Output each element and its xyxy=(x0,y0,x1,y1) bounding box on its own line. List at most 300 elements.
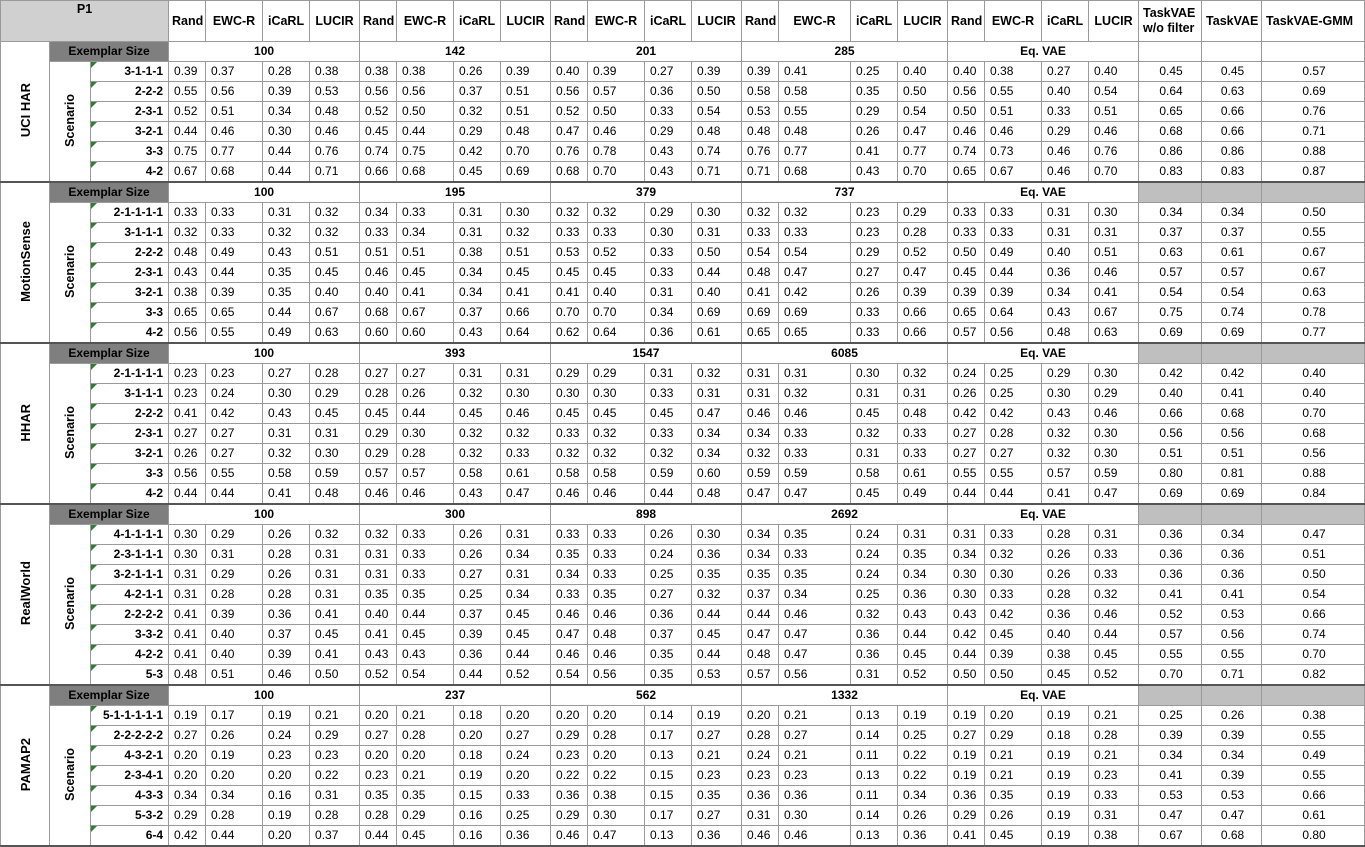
table-cell: 0.33 xyxy=(551,424,588,444)
scenario-id: 4-2 xyxy=(91,323,169,344)
table-cell: 0.33 xyxy=(851,323,898,344)
table-cell: 0.39 xyxy=(263,82,310,102)
table-cell: 0.41 xyxy=(1139,766,1202,786)
table-cell: 0.45 xyxy=(1139,62,1202,82)
table-cell: 0.52 xyxy=(551,102,588,122)
table-cell: 0.65 xyxy=(779,323,851,344)
table-cell: 0.24 xyxy=(742,746,779,766)
table-cell: 0.31 xyxy=(645,364,692,384)
table-cell: 0.44 xyxy=(397,605,454,625)
table-cell: 0.70 xyxy=(898,162,948,183)
table-cell: 0.26 xyxy=(454,545,501,565)
table-cell: 0.45 xyxy=(898,645,948,665)
table-cell: 0.71 xyxy=(692,162,742,183)
table-cell: 0.29 xyxy=(851,102,898,122)
vae-blank-cell xyxy=(1202,42,1262,62)
vae-method-header: TaskVAE xyxy=(1202,1,1262,42)
table-cell: 0.51 xyxy=(501,243,551,263)
table-cell: 0.19 xyxy=(263,806,310,826)
table-row xyxy=(1,464,1365,484)
table-cell: 0.77 xyxy=(1262,323,1365,344)
table-cell: 0.47 xyxy=(501,484,551,505)
table-cell: 0.36 xyxy=(948,786,985,806)
table-cell: 0.42 xyxy=(948,404,985,424)
scenario-id: 3-1-1-1 xyxy=(91,62,169,82)
table-cell: 0.32 xyxy=(851,605,898,625)
table-cell: 0.69 xyxy=(1202,484,1262,505)
table-cell: 0.88 xyxy=(1262,142,1365,162)
table-cell: 0.33 xyxy=(588,565,645,585)
table-cell: 0.81 xyxy=(1202,464,1262,484)
table-cell: 0.33 xyxy=(169,203,206,223)
table-cell: 0.41 xyxy=(310,605,360,625)
table-cell: 0.55 xyxy=(779,102,851,122)
table-cell: 0.56 xyxy=(551,82,588,102)
table-cell: 0.39 xyxy=(1202,726,1262,746)
table-cell: 0.57 xyxy=(397,464,454,484)
table-cell: 0.71 xyxy=(1262,122,1365,142)
table-cell: 0.22 xyxy=(898,746,948,766)
table-cell: 0.45 xyxy=(588,404,645,424)
table-cell: 0.36 xyxy=(1042,263,1089,283)
table-cell: 0.67 xyxy=(1089,303,1139,323)
table-cell: 0.33 xyxy=(985,223,1042,243)
table-cell: 0.32 xyxy=(263,444,310,464)
table-cell: 0.34 xyxy=(692,424,742,444)
table-row xyxy=(1,283,1365,303)
table-cell: 0.20 xyxy=(588,746,645,766)
table-cell: 0.27 xyxy=(1042,62,1089,82)
table-cell: 0.23 xyxy=(169,384,206,404)
table-cell: 0.77 xyxy=(779,142,851,162)
table-cell: 0.50 xyxy=(692,82,742,102)
table-cell: 0.36 xyxy=(645,82,692,102)
table-cell: 0.36 xyxy=(645,605,692,625)
table-cell: 0.28 xyxy=(1089,726,1139,746)
table-cell: 0.48 xyxy=(588,625,645,645)
table-cell: 0.40 xyxy=(551,62,588,82)
scenario-id: 2-3-4-1 xyxy=(91,766,169,786)
table-cell: 0.74 xyxy=(948,142,985,162)
table-cell: 0.26 xyxy=(851,283,898,303)
table-cell: 0.34 xyxy=(742,545,779,565)
table-cell: 0.25 xyxy=(851,62,898,82)
table-cell: 0.55 xyxy=(206,464,263,484)
table-cell: 0.27 xyxy=(692,806,742,826)
table-cell: 0.23 xyxy=(851,223,898,243)
table-cell: 0.65 xyxy=(742,323,779,344)
table-cell: 0.31 xyxy=(1089,525,1139,545)
table-cell: 0.20 xyxy=(206,766,263,786)
table-cell: 0.45 xyxy=(1202,62,1262,82)
table-cell: 0.44 xyxy=(1089,625,1139,645)
table-cell: 0.15 xyxy=(645,786,692,806)
vae-blank-cell xyxy=(1202,182,1262,203)
table-cell: 0.13 xyxy=(851,826,898,847)
table-cell: 0.11 xyxy=(851,786,898,806)
table-cell: 0.39 xyxy=(588,62,645,82)
table-cell: 0.64 xyxy=(985,303,1042,323)
table-cell: 0.58 xyxy=(454,464,501,484)
table-cell: 0.23 xyxy=(169,364,206,384)
table-cell: 0.34 xyxy=(169,786,206,806)
table-cell: 0.29 xyxy=(1042,122,1089,142)
exemplar-size-value: 142 xyxy=(360,42,551,62)
table-cell: 0.44 xyxy=(206,263,263,283)
table-cell: 0.40 xyxy=(1139,384,1202,404)
table-cell: 0.23 xyxy=(779,766,851,786)
table-cell: 0.64 xyxy=(501,323,551,344)
table-cell: 0.43 xyxy=(454,323,501,344)
table-cell: 0.46 xyxy=(206,122,263,142)
table-cell: 0.20 xyxy=(501,766,551,786)
scenario-label xyxy=(50,706,91,847)
table-cell: 0.60 xyxy=(397,323,454,344)
table-cell: 0.68 xyxy=(360,303,397,323)
table-cell: 0.36 xyxy=(1139,565,1202,585)
table-cell: 0.66 xyxy=(898,323,948,344)
table-row xyxy=(1,303,1365,323)
table-cell: 0.30 xyxy=(948,565,985,585)
table-cell: 0.45 xyxy=(454,162,501,183)
table-cell: 0.40 xyxy=(360,283,397,303)
method-header: LUCIR xyxy=(310,1,360,42)
table-cell: 0.45 xyxy=(310,263,360,283)
table-cell: 0.41 xyxy=(851,142,898,162)
table-cell: 0.46 xyxy=(1089,605,1139,625)
table-cell: 0.30 xyxy=(501,203,551,223)
dataset-name: HHAR xyxy=(17,403,33,442)
table-cell: 0.32 xyxy=(692,585,742,605)
table-cell: 0.47 xyxy=(779,625,851,645)
table-cell: 0.31 xyxy=(169,585,206,605)
table-cell: 0.33 xyxy=(588,525,645,545)
table-cell: 0.48 xyxy=(501,122,551,142)
table-cell: 0.47 xyxy=(1262,525,1365,545)
table-cell: 0.31 xyxy=(454,223,501,243)
table-row xyxy=(1,162,1365,183)
table-cell: 0.56 xyxy=(206,82,263,102)
table-cell: 0.66 xyxy=(1262,605,1365,625)
table-cell: 0.20 xyxy=(169,766,206,786)
table-cell: 0.43 xyxy=(263,243,310,263)
table-cell: 0.48 xyxy=(310,484,360,505)
table-cell: 0.52 xyxy=(501,665,551,686)
table-cell: 0.70 xyxy=(588,162,645,183)
table-cell: 0.19 xyxy=(206,746,263,766)
table-cell: 0.45 xyxy=(948,263,985,283)
exemplar-size-value: 2692 xyxy=(742,504,948,525)
table-cell: 0.43 xyxy=(169,263,206,283)
table-cell: 0.48 xyxy=(692,122,742,142)
table-cell: 0.47 xyxy=(692,404,742,424)
table-cell: 0.56 xyxy=(360,82,397,102)
table-cell: 0.69 xyxy=(1202,323,1262,344)
table-cell: 0.20 xyxy=(551,706,588,726)
table-cell: 0.37 xyxy=(310,826,360,847)
table-cell: 0.28 xyxy=(397,726,454,746)
table-cell: 0.43 xyxy=(397,645,454,665)
table-cell: 0.30 xyxy=(948,585,985,605)
table-cell: 0.33 xyxy=(898,444,948,464)
table-cell: 0.44 xyxy=(397,122,454,142)
table-cell: 0.23 xyxy=(1089,766,1139,786)
table-cell: 0.51 xyxy=(501,82,551,102)
table-cell: 0.45 xyxy=(397,625,454,645)
table-cell: 0.39 xyxy=(263,645,310,665)
table-cell: 0.44 xyxy=(360,826,397,847)
dataset-label xyxy=(1,504,50,685)
table-cell: 0.31 xyxy=(742,384,779,404)
vae-blank-cell xyxy=(1262,504,1365,525)
table-cell: 0.33 xyxy=(645,243,692,263)
method-header: EWC-R xyxy=(588,1,645,42)
exemplar-row xyxy=(1,685,1365,706)
exemplar-size-value: 195 xyxy=(360,182,551,203)
table-cell: 0.83 xyxy=(1202,162,1262,183)
table-cell: 0.16 xyxy=(454,826,501,847)
table-cell: 0.33 xyxy=(206,203,263,223)
table-cell: 0.27 xyxy=(454,565,501,585)
table-cell: 0.26 xyxy=(263,525,310,545)
table-row xyxy=(1,726,1365,746)
exemplar-size-value: 6085 xyxy=(742,343,948,364)
table-cell: 0.29 xyxy=(588,364,645,384)
table-cell: 0.31 xyxy=(851,665,898,686)
table-cell: 0.20 xyxy=(169,746,206,766)
scenario-id: 2-1-1-1-1 xyxy=(91,364,169,384)
exemplar-size-label: Exemplar Size xyxy=(50,504,169,525)
table-cell: 0.23 xyxy=(551,746,588,766)
table-cell: 0.34 xyxy=(454,283,501,303)
table-cell: 0.27 xyxy=(948,424,985,444)
table-cell: 0.50 xyxy=(948,665,985,686)
table-row xyxy=(1,82,1365,102)
table-cell: 0.29 xyxy=(551,806,588,826)
table-cell: 0.28 xyxy=(397,444,454,464)
table-cell: 0.31 xyxy=(310,585,360,605)
table-cell: 0.39 xyxy=(206,283,263,303)
table-cell: 0.37 xyxy=(742,585,779,605)
table-cell: 0.29 xyxy=(310,726,360,746)
table-cell: 0.70 xyxy=(1262,404,1365,424)
exemplar-row xyxy=(1,182,1365,203)
table-cell: 0.24 xyxy=(851,525,898,545)
scenario-id: 4-2-1-1 xyxy=(91,585,169,605)
table-cell: 0.45 xyxy=(985,625,1042,645)
scenario-label xyxy=(50,62,91,183)
table-cell: 0.34 xyxy=(397,223,454,243)
table-cell: 0.30 xyxy=(1089,203,1139,223)
vae-method-header: TaskVAE-GMM xyxy=(1262,1,1365,42)
table-cell: 0.14 xyxy=(645,706,692,726)
table-cell: 0.56 xyxy=(1202,424,1262,444)
table-cell: 0.23 xyxy=(360,766,397,786)
exemplar-size-value: Eq. VAE xyxy=(948,504,1139,525)
table-cell: 0.46 xyxy=(742,404,779,424)
table-cell: 0.53 xyxy=(692,665,742,686)
table-cell: 0.40 xyxy=(1262,364,1365,384)
vae-blank-cell xyxy=(1202,343,1262,364)
exemplar-size-value: 100 xyxy=(169,182,360,203)
table-cell: 0.32 xyxy=(779,384,851,404)
table-cell: 0.58 xyxy=(263,464,310,484)
table-cell: 0.41 xyxy=(360,625,397,645)
method-header: LUCIR xyxy=(501,1,551,42)
table-cell: 0.44 xyxy=(948,484,985,505)
exemplar-size-value: 1332 xyxy=(742,685,948,706)
table-cell: 0.26 xyxy=(206,726,263,746)
table-cell: 0.70 xyxy=(551,303,588,323)
vae-blank-cell xyxy=(1139,504,1202,525)
table-cell: 0.33 xyxy=(645,424,692,444)
table-cell: 0.75 xyxy=(397,142,454,162)
table-cell: 0.57 xyxy=(360,464,397,484)
table-cell: 0.56 xyxy=(1262,444,1365,464)
table-cell: 0.45 xyxy=(692,625,742,645)
table-cell: 0.37 xyxy=(1139,223,1202,243)
table-cell: 0.20 xyxy=(263,766,310,786)
table-cell: 0.21 xyxy=(692,746,742,766)
table-cell: 0.44 xyxy=(169,484,206,505)
scenario-id: 3-2-1 xyxy=(91,122,169,142)
table-cell: 0.47 xyxy=(1139,806,1202,826)
table-cell: 0.30 xyxy=(263,122,310,142)
table-cell: 0.54 xyxy=(1262,585,1365,605)
table-cell: 0.45 xyxy=(588,263,645,283)
table-cell: 0.29 xyxy=(360,444,397,464)
table-cell: 0.36 xyxy=(454,645,501,665)
table-cell: 0.66 xyxy=(1202,122,1262,142)
table-cell: 0.61 xyxy=(898,464,948,484)
table-cell: 0.20 xyxy=(588,706,645,726)
exemplar-size-label: Exemplar Size xyxy=(50,685,169,706)
table-cell: 0.70 xyxy=(1262,645,1365,665)
table-cell: 0.24 xyxy=(948,364,985,384)
table-cell: 0.42 xyxy=(169,826,206,847)
table-cell: 0.46 xyxy=(1042,142,1089,162)
table-cell: 0.19 xyxy=(948,706,985,726)
table-cell: 0.31 xyxy=(898,525,948,545)
table-cell: 0.34 xyxy=(1202,746,1262,766)
table-cell: 0.36 xyxy=(692,826,742,847)
table-cell: 0.35 xyxy=(397,786,454,806)
table-cell: 0.29 xyxy=(206,525,263,545)
table-cell: 0.35 xyxy=(692,786,742,806)
table-cell: 0.29 xyxy=(1042,364,1089,384)
table-cell: 0.41 xyxy=(263,484,310,505)
table-cell: 0.45 xyxy=(360,404,397,424)
dataset-name: UCI HAR xyxy=(17,83,33,138)
table-cell: 0.38 xyxy=(397,62,454,82)
table-cell: 0.34 xyxy=(779,585,851,605)
table-cell: 0.31 xyxy=(851,384,898,404)
table-cell: 0.61 xyxy=(501,464,551,484)
table-cell: 0.21 xyxy=(1089,706,1139,726)
table-cell: 0.68 xyxy=(397,162,454,183)
table-cell: 0.46 xyxy=(588,645,645,665)
table-cell: 0.34 xyxy=(898,786,948,806)
table-cell: 0.32 xyxy=(1042,424,1089,444)
table-cell: 0.36 xyxy=(692,545,742,565)
table-cell: 0.44 xyxy=(263,142,310,162)
table-cell: 0.35 xyxy=(588,585,645,605)
table-cell: 0.27 xyxy=(779,726,851,746)
table-cell: 0.48 xyxy=(169,665,206,686)
scenario-id: 4-2 xyxy=(91,484,169,505)
table-cell: 0.59 xyxy=(779,464,851,484)
vae-blank-cell xyxy=(1262,685,1365,706)
table-cell: 0.50 xyxy=(985,665,1042,686)
exemplar-row xyxy=(1,343,1365,364)
exemplar-size-label: Exemplar Size xyxy=(50,182,169,203)
exemplar-row xyxy=(1,504,1365,525)
table-cell: 0.74 xyxy=(360,142,397,162)
scenario-text: Scenario xyxy=(62,405,77,459)
table-cell: 0.14 xyxy=(851,806,898,826)
dataset-label xyxy=(1,343,50,504)
table-cell: 0.36 xyxy=(779,786,851,806)
table-cell: 0.51 xyxy=(360,243,397,263)
table-cell: 0.67 xyxy=(310,303,360,323)
method-header: EWC-R xyxy=(206,1,263,42)
table-cell: 0.57 xyxy=(948,323,985,344)
table-cell: 0.58 xyxy=(551,464,588,484)
table-cell: 0.54 xyxy=(397,665,454,686)
table-cell: 0.87 xyxy=(1262,162,1365,183)
scenario-id: 4-2-2 xyxy=(91,645,169,665)
table-cell: 0.66 xyxy=(1262,786,1365,806)
table-cell: 0.45 xyxy=(310,404,360,424)
table-cell: 0.73 xyxy=(985,142,1042,162)
table-cell: 0.35 xyxy=(645,645,692,665)
table-cell: 0.36 xyxy=(1139,525,1202,545)
scenario-id: 5-1-1-1-1-1 xyxy=(91,706,169,726)
table-cell: 0.41 xyxy=(169,605,206,625)
table-cell: 0.69 xyxy=(1139,484,1202,505)
table-cell: 0.74 xyxy=(692,142,742,162)
table-cell: 0.46 xyxy=(588,484,645,505)
table-cell: 0.38 xyxy=(1042,645,1089,665)
table-cell: 0.29 xyxy=(169,806,206,826)
table-cell: 0.29 xyxy=(310,384,360,404)
table-cell: 0.77 xyxy=(206,142,263,162)
table-cell: 0.26 xyxy=(263,565,310,585)
table-cell: 0.75 xyxy=(1139,303,1202,323)
table-cell: 0.31 xyxy=(310,545,360,565)
table-cell: 0.26 xyxy=(454,62,501,82)
table-cell: 0.26 xyxy=(1042,565,1089,585)
table-cell: 0.65 xyxy=(206,303,263,323)
table-cell: 0.17 xyxy=(645,726,692,746)
table-cell: 0.53 xyxy=(742,102,779,122)
table-cell: 0.28 xyxy=(1042,525,1089,545)
table-cell: 0.70 xyxy=(1139,665,1202,686)
table-cell: 0.13 xyxy=(851,766,898,786)
table-cell: 0.46 xyxy=(551,605,588,625)
table-cell: 0.44 xyxy=(501,645,551,665)
table-row xyxy=(1,766,1365,786)
table-cell: 0.30 xyxy=(1089,364,1139,384)
dataset-label xyxy=(1,42,50,183)
table-cell: 0.18 xyxy=(1042,726,1089,746)
table-cell: 0.61 xyxy=(1202,243,1262,263)
dataset-name: PAMAP2 xyxy=(17,737,33,792)
table-cell: 0.35 xyxy=(779,525,851,545)
table-cell: 0.67 xyxy=(397,303,454,323)
table-cell: 0.28 xyxy=(206,806,263,826)
table-cell: 0.52 xyxy=(1089,665,1139,686)
